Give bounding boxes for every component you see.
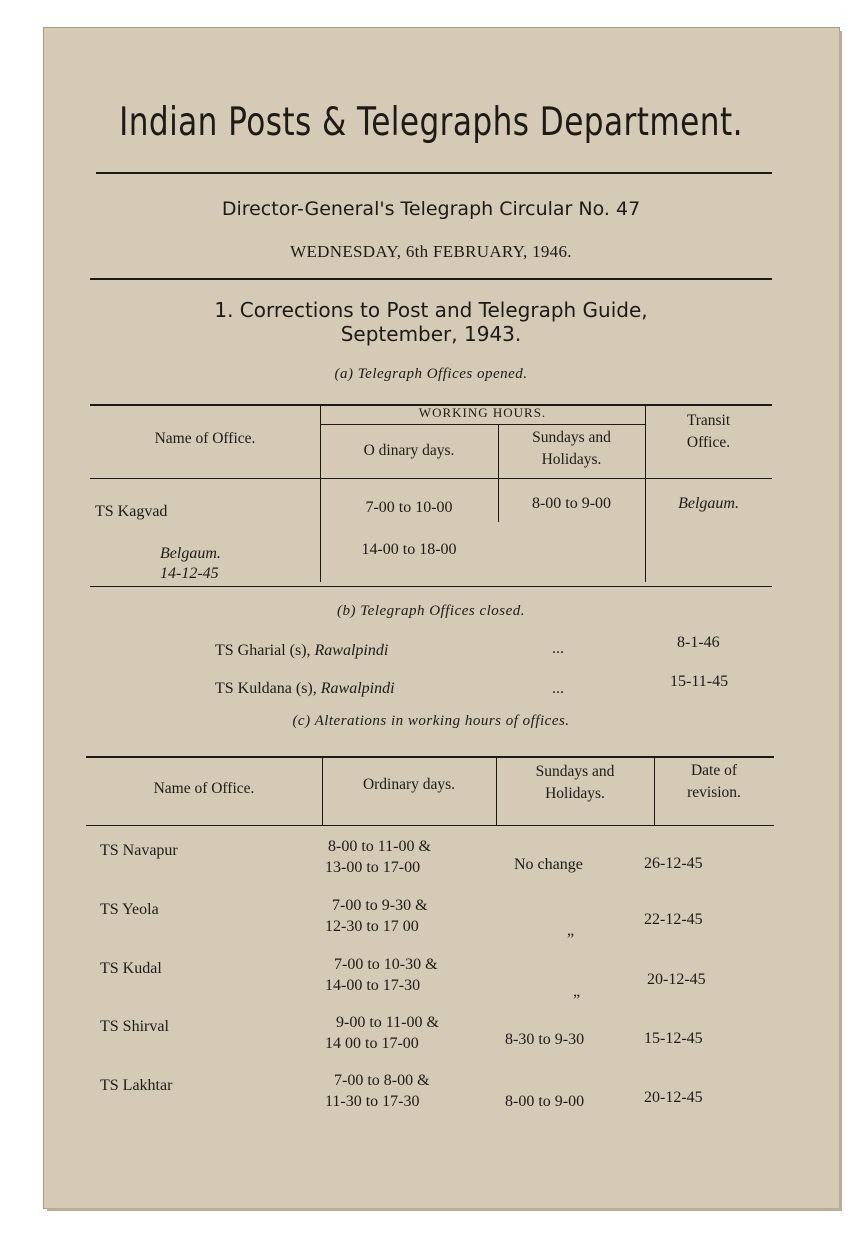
alteration-ordinary-4a: 9-00 to 11-00 & [336,1014,439,1031]
alteration-ordinary-5a: 7-00 to 8-00 & [334,1072,430,1089]
opened-sundays: 8-00 to 9-00 [531,495,612,512]
section-title-line2: September, 1943. [340,322,522,346]
alteration-name-4: TS Shirval [100,1018,169,1035]
alteration-date-5: 20-12-45 [644,1089,703,1106]
alteration-sundays-3: „ [573,983,581,1000]
alteration-ordinary-2a: 7-00 to 9-30 & [332,897,428,914]
closed-heading: (b) Telegraph Offices closed. [336,603,526,619]
alterations-col-revision-line2: revision. [687,784,741,801]
alterations-col-name: Name of Office. [153,780,255,797]
alteration-ordinary-4b: 14 00 to 17-00 [325,1035,419,1052]
alterations-col-sundays [496,761,654,805]
opened-col-sundays-line2: Holidays. [541,451,602,468]
alterations-col-ordinary: Ordinary days. [362,776,456,793]
opened-col-sundays [498,427,645,471]
circular-number: Director-General's Telegraph Circular No. 47 [221,198,641,220]
opened-table-bottom-rule [90,586,772,587]
alteration-date-3: 20-12-45 [647,971,706,988]
alterations-col-sundays-line1: Sundays and [535,763,615,780]
alteration-name-5: TS Lakhtar [100,1077,173,1094]
alteration-sundays-1: No change [514,856,583,873]
closed-row-1 [215,642,388,660]
opened-col-sundays-line1: Sundays and [532,429,611,446]
opened-col-transit [645,410,772,454]
opened-col-ordinary: O dinary days. [363,442,455,459]
opened-transit: Belgaum. [678,495,739,512]
alteration-name-3: TS Kudal [100,960,162,977]
opened-col-name: Name of Office. [154,430,256,447]
alteration-sundays-2: „ [567,922,575,939]
alteration-ordinary-1a: 8-00 to 11-00 & [328,838,431,855]
alteration-ordinary-2b: 12-30 to 17 00 [325,918,419,935]
header-rule [96,172,772,174]
closed-dots-1: ... [552,640,564,657]
alteration-date-4: 15-12-45 [644,1030,703,1047]
closed-dots-2: ... [552,680,564,697]
section-title [0,298,862,346]
opened-col-transit-line2: Office. [686,434,731,451]
alterations-header-rule [86,825,774,826]
alteration-name-1: TS Navapur [100,842,178,859]
closed-office-place-2: Rawalpindi [320,680,395,697]
circular-date: WEDNESDAY, 6th FEBRUARY, 1946. [290,242,572,261]
opened-col-working-hours: WORKING HOURS. [418,405,547,420]
opened-ordinary-1: 7-00 to 10-00 [365,499,453,516]
opened-ordinary-2: 14-00 to 18-00 [361,541,457,558]
alteration-sundays-4: 8-30 to 9-30 [505,1031,585,1048]
alterations-col-revision [654,760,774,804]
alteration-date-1: 26-12-45 [644,855,703,872]
alterations-col-sundays-line2: Holidays. [545,785,605,802]
working-hours-rule [320,424,645,425]
closed-office-place-1: Rawalpindi [314,642,389,659]
department-title: Indian Posts & Telegraphs Department. [119,100,743,145]
opened-heading: (a) Telegraph Offices opened. [334,366,528,382]
alteration-sundays-5: 8-00 to 9-00 [505,1093,585,1110]
closed-date-2: 15-11-45 [670,673,729,690]
closed-row-2 [215,680,395,698]
alteration-ordinary-3b: 14-00 to 17-30 [325,977,421,994]
opened-office-district: Belgaum. [160,545,221,562]
alterations-heading: (c) Alterations in working hours of offices. [292,713,570,729]
alteration-ordinary-5b: 11-30 to 17-30 [325,1093,420,1110]
alteration-ordinary-1b: 13-00 to 17-00 [325,859,421,876]
closed-office-name-2: TS Kuldana (s), [215,680,321,697]
closed-office-name-1: TS Gharial (s), [215,642,315,659]
section-title-line1: 1. Corrections to Post and Telegraph Guide, [214,298,648,322]
alterations-table-top-rule [86,756,774,758]
opened-header-rule [90,478,772,479]
closed-date-1: 8-1-46 [677,634,720,651]
opened-col-transit-line1: Transit [686,412,731,429]
date-rule [90,278,772,280]
opened-office-date: 14-12-45 [160,565,219,582]
alteration-ordinary-3a: 7-00 to 10-30 & [334,956,438,973]
alterations-col-revision-line1: Date of [690,762,738,779]
alteration-date-2: 22-12-45 [644,911,703,928]
opened-office-name: TS Kagvad [95,503,168,520]
alteration-name-2: TS Yeola [100,901,159,918]
